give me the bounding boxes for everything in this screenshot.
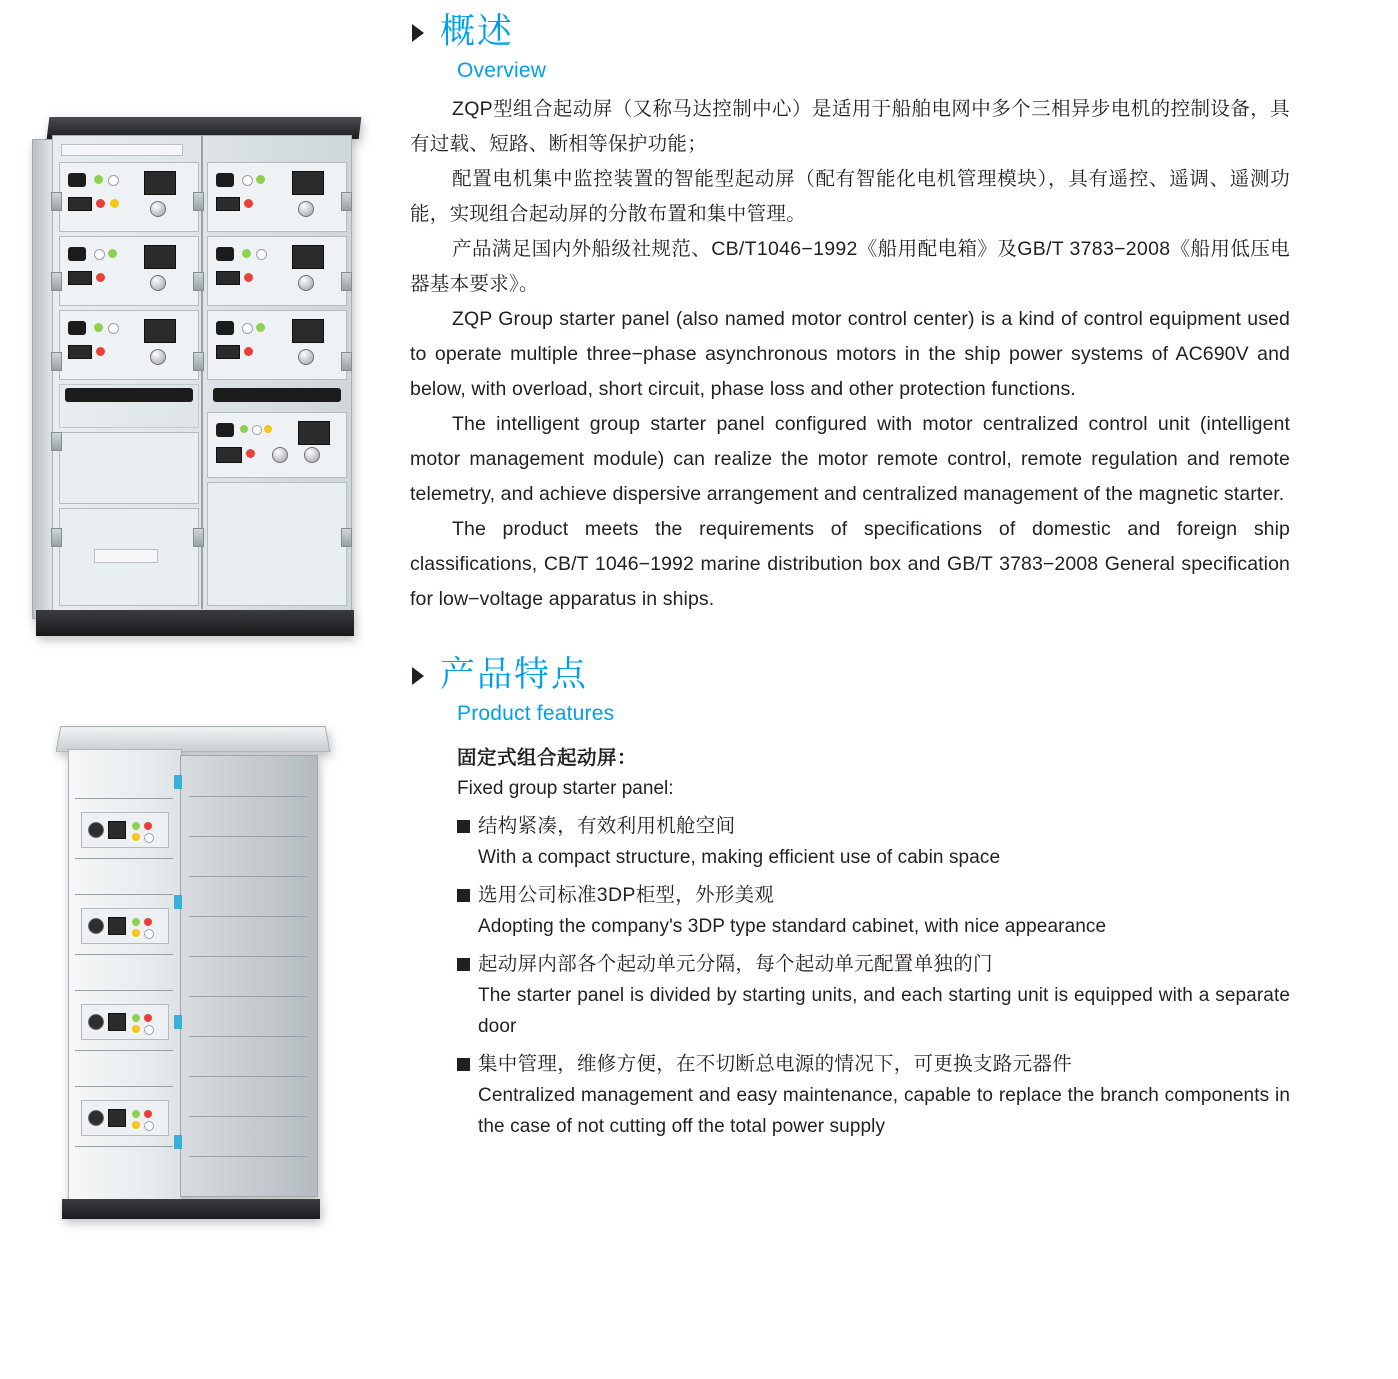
overview-heading-en: Overview: [457, 59, 547, 82]
cabinet-front-body: [52, 135, 352, 612]
square-bullet-icon: [457, 889, 470, 902]
product-image-top: [30, 105, 380, 650]
cabinet-plinth: [36, 610, 354, 636]
overview-en-body: [410, 302, 1290, 617]
feature-text-cn: 起动屏内部各个起动单元分隔，每个起动单元配置单独的门: [478, 953, 993, 975]
starter-cell: [207, 236, 347, 306]
feature-text-en: Adopting the company's 3DP type standard cabinet, with nice appearance: [478, 916, 1107, 937]
features-subtitle-en: Fixed group starter panel:: [457, 778, 674, 799]
cabinet-plinth: [62, 1199, 320, 1219]
starter-module: [81, 908, 169, 944]
overview-heading-cn: 概述: [440, 12, 515, 51]
features-heading: [410, 653, 1290, 697]
cabinet-side-panel: [180, 755, 318, 1197]
cabinet-nameplate: [61, 144, 183, 156]
latch-tab: [174, 775, 182, 789]
latch-tab: [174, 895, 182, 909]
feature-text-cn: 结构紧凑，有效利用机舱空间: [478, 815, 736, 837]
features-heading-en: Product features: [457, 702, 615, 725]
blank-panel: [207, 482, 347, 606]
section-product-features: [410, 653, 1290, 1142]
cabinet-sticker: [94, 549, 158, 563]
feature-text-cn: 集中管理，维修方便，在不切断总电源的情况下，可更换支路元器件: [478, 1053, 1073, 1075]
starter-cell: [59, 236, 199, 306]
feature-text-cn: 选用公司标准3DP柜型，外形美观: [478, 884, 775, 906]
starter-cell: [59, 310, 199, 380]
starter-module: [81, 1100, 169, 1136]
features-list: [410, 743, 1290, 1142]
triangle-right-icon: [410, 22, 426, 44]
square-bullet-icon: [457, 958, 470, 971]
starter-cell: [207, 310, 347, 380]
paragraph: 产品满足国内外船级社规范、CB/T1046−1992《船用配电箱》及GB/T 3783−2008《船用低压电器基本要求》。: [410, 238, 1290, 295]
feature-text-en: With a compact structure, making efficient use of cabin space: [478, 847, 1001, 868]
control-cell: [207, 412, 347, 478]
product-image-bottom: [50, 715, 370, 1235]
blank-panel: [59, 384, 199, 428]
cabinet-handle-bar: [213, 388, 341, 402]
overview-cn-body: [410, 92, 1290, 302]
features-heading-cn: 产品特点: [440, 655, 589, 694]
feature-item: [457, 1049, 1290, 1142]
feature-text-en: Centralized management and easy maintenance, capable to replace the branch components in the case of not cutting off the total power supply: [478, 1085, 1290, 1137]
section-overview: [410, 10, 1290, 617]
cabinet-front-door-column: [68, 749, 182, 1203]
latch-tab: [174, 1015, 182, 1029]
image-column: [0, 0, 400, 1379]
blank-panel: [59, 432, 199, 504]
feature-item: [457, 880, 1290, 942]
paragraph: ZQP Group starter panel (also named motor control center) is a kind of control equipment used to operate multiple three−phase asynchronous motors in the ship power systems of AC690V and below, with overload, short circuit, phase loss and other protection functions.: [410, 308, 1290, 400]
square-bullet-icon: [457, 1058, 470, 1071]
feature-item: [457, 949, 1290, 1042]
square-bullet-icon: [457, 820, 470, 833]
content-column: [410, 0, 1290, 1379]
paragraph: The intelligent group starter panel configured with motor centralized control unit (intelligent motor management module) can realize the motor remote control, remote regulation and remote telemetry, and achieve dispersive arrangement and centralized management of the magnetic starter.: [410, 413, 1290, 505]
paragraph: The product meets the requirements of specifications of domestic and foreign ship classifications, CB/T 1046−1992 marine distribution box and GB/T 3783−2008 General specification for low−voltage apparatus in ships.: [410, 518, 1290, 610]
starter-module: [81, 812, 169, 848]
overview-heading: [410, 10, 1290, 54]
starter-cell: [59, 162, 199, 232]
triangle-right-icon: [410, 665, 426, 687]
latch-tab: [174, 1135, 182, 1149]
starter-cell: [207, 162, 347, 232]
blank-panel: [59, 508, 199, 606]
feature-text-en: The starter panel is divided by starting units, and each starting unit is equipped with a separate door: [478, 985, 1290, 1037]
starter-module: [81, 1004, 169, 1040]
feature-item: [457, 811, 1290, 873]
features-subtitle-cn: 固定式组合起动屏：: [457, 747, 638, 769]
paragraph: ZQP型组合起动屏（又称马达控制中心）是适用于船舶电网中多个三相异步电机的控制设备，具有过载、短路、断相等保护功能；: [410, 98, 1290, 155]
paragraph: 配置电机集中监控装置的智能型起动屏（配有智能化电机管理模块），具有遥控、遥调、遥测功能，实现组合起动屏的分散布置和集中管理。: [410, 168, 1290, 225]
